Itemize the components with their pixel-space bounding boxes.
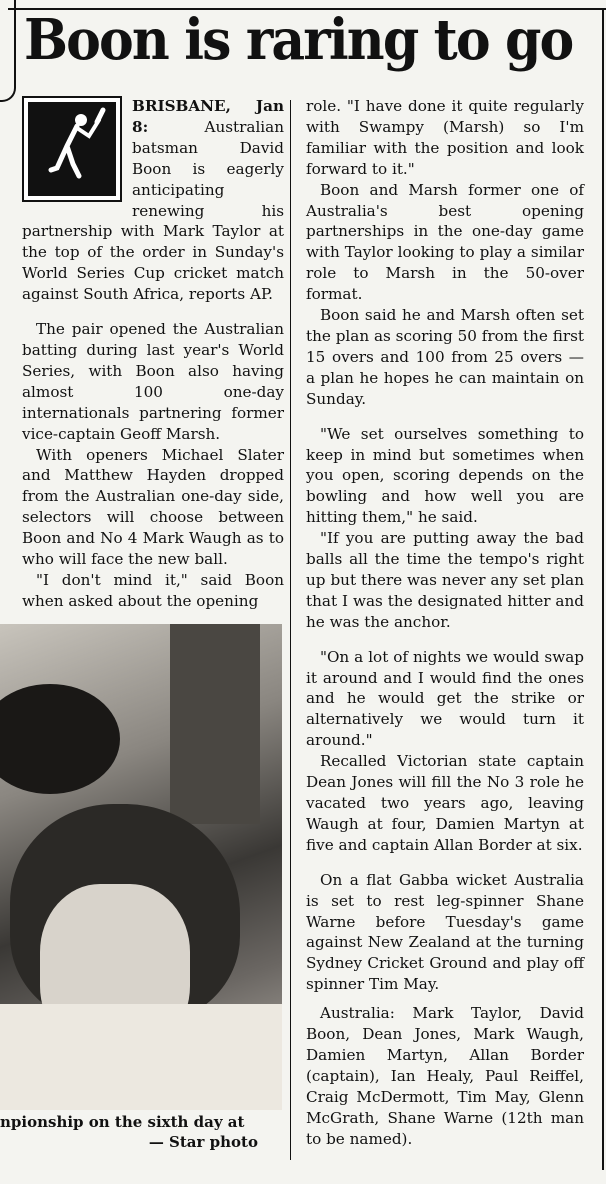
news-photo xyxy=(0,624,282,1110)
article-paragraph: "I don't mind it," said Boon when asked about the opening xyxy=(22,570,284,610)
column-divider xyxy=(290,100,291,1160)
cricket-batsman-icon xyxy=(37,106,107,192)
article-column-1 xyxy=(22,96,284,612)
photo-credit: — Star photo xyxy=(148,1133,258,1151)
article-paragraph: The pair opened the Australian batting during last year's World Series, with Boon also having almost 100 one-day internationals partnering former vice-captain Geoff Marsh. xyxy=(22,320,284,443)
section-icon-box xyxy=(22,96,122,202)
article-paragraph: role. "I have done it quite regularly with Swampy (Marsh) so I'm familiar with the position and look forward to it." xyxy=(306,97,584,178)
article-paragraph: With openers Michael Slater and Matthew Hayden dropped from the Australian one-day side, selectors will choose between Boon and No 4 Mark Waugh as to who will face the new ball. xyxy=(22,445,284,569)
article-paragraph: Boon said he and Marsh often set the plan as scoring 50 from the first 15 overs and 100 from 25 overs — a plan he hopes he can maintain on Sunday. xyxy=(306,306,584,408)
article-paragraph: "If you are putting away the bad balls all the time the tempo's right up but there was never any set plan that I was the designated hitter and he was the anchor. xyxy=(306,529,584,631)
article-paragraph: Recalled Victorian state captain Dean Jones will fill the No 3 role he vacated two years ago, leaving Waugh at four, Damien Martyn at five and captain Allan Border at six. xyxy=(306,752,584,854)
headline: Boon is raring to go xyxy=(24,7,573,73)
team-list: Australia: Mark Taylor, David Boon, Dean Jones, Mark Waugh, Damien Martyn, Allan Border (captain), Ian Healy, Paul Reiffel, Craig McDermott, Tim May, Glenn McGrath, Shane Warne (12th man to be named). xyxy=(306,1004,584,1148)
article-paragraph: Boon and Marsh former one of Australia's best opening partnerships in the one-day game with Taylor looking to play a similar role to Marsh in the 50-over format. xyxy=(306,180,584,304)
article-column-2 xyxy=(306,96,584,1150)
dateline: BRISBANE, Jan 8: xyxy=(132,97,284,136)
right-border-rule xyxy=(602,10,604,1170)
article-paragraph: "We set ourselves something to keep in mind but sometimes when you open, scoring depends on the bowling and how well you are hitting them," he said. xyxy=(306,424,584,527)
lead-text: Australian batsman David Boon is eagerly anticipating renewing his partnership with Mark Taylor at the top of the order in Sunday's World Series Cup cricket match against South Africa, reports AP. xyxy=(22,117,284,304)
article-paragraph: On a flat Gabba wicket Australia is set to rest leg-spinner Shane Warne before Tuesday's game against New Zealand at the turning Sydney Cricket Ground and play off spinner Tim May. xyxy=(306,870,584,994)
article-paragraph: "On a lot of nights we would swap it around and I would find the ones and he would get the strike or alternatively we would turn it around." xyxy=(306,647,584,750)
page-border-corner xyxy=(0,0,16,102)
caption-line-1: npionship on the sixth day at xyxy=(0,1113,245,1131)
photo-caption xyxy=(0,1112,282,1152)
